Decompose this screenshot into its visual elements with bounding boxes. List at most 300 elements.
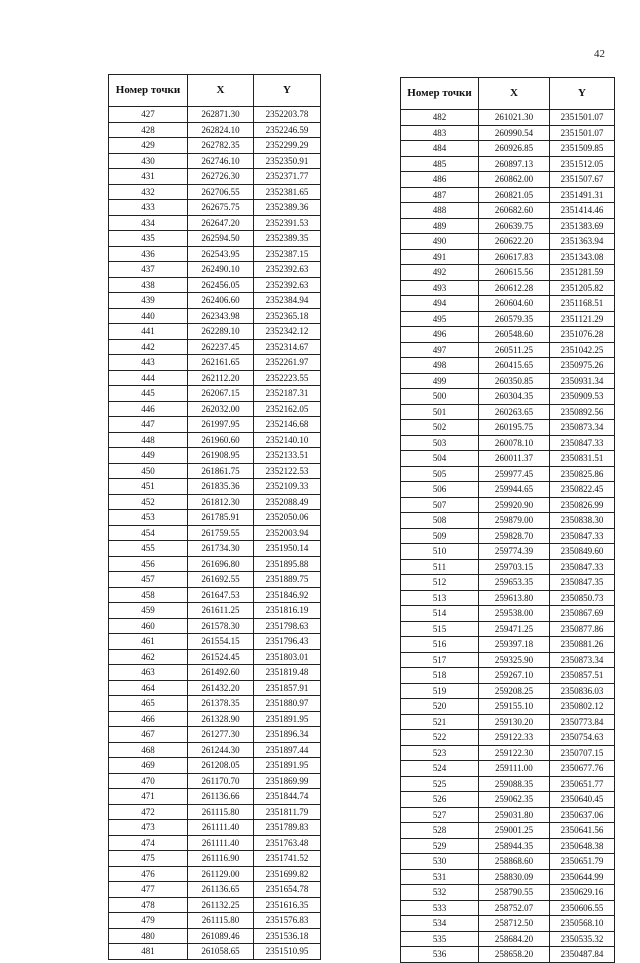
table-row (109, 153, 321, 169)
y-coordinate-cell: 2351896.34 (254, 727, 321, 743)
table-row (109, 680, 321, 696)
x-coordinate-cell: 261244.30 (188, 742, 254, 758)
x-coordinate-cell: 261132.25 (188, 897, 254, 913)
y-coordinate-cell: 2351796.43 (254, 634, 321, 650)
y-coordinate-cell: 2352122.53 (254, 463, 321, 479)
table-row (401, 218, 615, 234)
x-coordinate-cell: 259828.70 (479, 528, 550, 544)
point-number-cell: 529 (401, 838, 479, 854)
table-row (109, 866, 321, 882)
y-coordinate-cell: 2350606.55 (550, 900, 615, 916)
point-number-cell: 431 (109, 169, 188, 185)
point-number-cell: 444 (109, 370, 188, 386)
table-row (109, 417, 321, 433)
table-row (109, 432, 321, 448)
y-coordinate-cell: 2352109.33 (254, 479, 321, 495)
table-row (109, 525, 321, 541)
point-number-cell: 456 (109, 556, 188, 572)
table-row (109, 789, 321, 805)
y-coordinate-cell: 2352389.36 (254, 200, 321, 216)
y-coordinate-cell: 2351168.51 (550, 296, 615, 312)
point-number-cell: 458 (109, 587, 188, 603)
point-number-cell: 514 (401, 606, 479, 622)
y-coordinate-cell: 2350836.03 (550, 683, 615, 699)
y-coordinate-cell: 2351816.19 (254, 603, 321, 619)
table-row (401, 234, 615, 250)
point-number-cell: 532 (401, 885, 479, 901)
y-coordinate-cell: 2351576.83 (254, 913, 321, 929)
table-row (401, 869, 615, 885)
point-number-cell: 433 (109, 200, 188, 216)
point-number-cell: 485 (401, 156, 479, 172)
y-coordinate-cell: 2352391.53 (254, 215, 321, 231)
x-coordinate-cell: 258658.20 (479, 947, 550, 963)
coordinates-table-left (108, 74, 321, 960)
x-coordinate-cell: 259130.20 (479, 714, 550, 730)
table-row (401, 792, 615, 808)
x-coordinate-cell: 259613.80 (479, 590, 550, 606)
point-number-cell: 432 (109, 184, 188, 200)
table-row (401, 699, 615, 715)
table-row (401, 714, 615, 730)
x-coordinate-cell: 262067.15 (188, 386, 254, 402)
point-number-cell: 481 (109, 944, 188, 960)
x-coordinate-cell: 261578.30 (188, 618, 254, 634)
x-coordinate-cell: 260615.56 (479, 265, 550, 281)
table-row (401, 776, 615, 792)
x-coordinate-cell: 260897.13 (479, 156, 550, 172)
table-row (109, 541, 321, 557)
point-number-cell: 496 (401, 327, 479, 343)
table-row (109, 696, 321, 712)
point-number-cell: 441 (109, 324, 188, 340)
x-coordinate-cell: 262675.75 (188, 200, 254, 216)
point-number-cell: 430 (109, 153, 188, 169)
point-number-cell: 505 (401, 466, 479, 482)
x-coordinate-cell: 261328.90 (188, 711, 254, 727)
y-coordinate-cell: 2351880.97 (254, 696, 321, 712)
table-row (109, 804, 321, 820)
point-number-cell: 535 (401, 931, 479, 947)
table-body (109, 107, 321, 960)
x-coordinate-cell: 259471.25 (479, 621, 550, 637)
x-coordinate-cell: 261111.40 (188, 820, 254, 836)
point-number-cell: 500 (401, 389, 479, 405)
y-coordinate-cell: 2352371.77 (254, 169, 321, 185)
y-coordinate-cell: 2351803.01 (254, 649, 321, 665)
table-row (109, 649, 321, 665)
table-row (401, 466, 615, 482)
y-coordinate-cell: 2352350.91 (254, 153, 321, 169)
table-row (109, 835, 321, 851)
y-coordinate-cell: 2350648.38 (550, 838, 615, 854)
y-coordinate-cell: 2350802.12 (550, 699, 615, 715)
point-number-cell: 488 (401, 203, 479, 219)
point-number-cell: 501 (401, 404, 479, 420)
point-number-cell: 494 (401, 296, 479, 312)
x-coordinate-cell: 262706.55 (188, 184, 254, 200)
table-row (401, 482, 615, 498)
table-row (109, 355, 321, 371)
y-coordinate-cell: 2350773.84 (550, 714, 615, 730)
x-coordinate-cell: 258684.20 (479, 931, 550, 947)
y-coordinate-cell: 2350881.26 (550, 637, 615, 653)
column-header-point: Номер точки (401, 78, 479, 110)
point-number-cell: 491 (401, 249, 479, 265)
x-coordinate-cell: 259122.33 (479, 730, 550, 746)
table-row (109, 665, 321, 681)
point-number-cell: 527 (401, 807, 479, 823)
point-number-cell: 465 (109, 696, 188, 712)
x-coordinate-cell: 262647.20 (188, 215, 254, 231)
point-number-cell: 440 (109, 308, 188, 324)
y-coordinate-cell: 2352187.31 (254, 386, 321, 402)
y-coordinate-cell: 2351897.44 (254, 742, 321, 758)
table-row (401, 420, 615, 436)
point-number-cell: 483 (401, 125, 479, 141)
y-coordinate-cell: 2350849.60 (550, 544, 615, 560)
table-row (109, 944, 321, 960)
point-number-cell: 457 (109, 572, 188, 588)
x-coordinate-cell: 262456.05 (188, 277, 254, 293)
table-body (401, 110, 615, 963)
table-row (109, 122, 321, 138)
x-coordinate-cell: 261960.60 (188, 432, 254, 448)
x-coordinate-cell: 261554.15 (188, 634, 254, 650)
table-row (109, 711, 321, 727)
y-coordinate-cell: 2351491.31 (550, 187, 615, 203)
y-coordinate-cell: 2352162.05 (254, 401, 321, 417)
point-number-cell: 478 (109, 897, 188, 913)
table-row (109, 742, 321, 758)
x-coordinate-cell: 259155.10 (479, 699, 550, 715)
y-coordinate-cell: 2351510.95 (254, 944, 321, 960)
point-number-cell: 512 (401, 575, 479, 591)
y-coordinate-cell: 2352133.51 (254, 448, 321, 464)
point-number-cell: 487 (401, 187, 479, 203)
x-coordinate-cell: 260011.37 (479, 451, 550, 467)
table-row (401, 373, 615, 389)
point-number-cell: 509 (401, 528, 479, 544)
x-coordinate-cell: 260622.20 (479, 234, 550, 250)
y-coordinate-cell: 2350707.15 (550, 745, 615, 761)
x-coordinate-cell: 258830.09 (479, 869, 550, 885)
table-row (401, 823, 615, 839)
point-number-cell: 469 (109, 758, 188, 774)
point-number-cell: 439 (109, 293, 188, 309)
point-number-cell: 495 (401, 311, 479, 327)
y-coordinate-cell: 2352088.49 (254, 494, 321, 510)
column-header-x: X (479, 78, 550, 110)
y-coordinate-cell: 2350825.86 (550, 466, 615, 482)
x-coordinate-cell: 260195.75 (479, 420, 550, 436)
point-number-cell: 523 (401, 745, 479, 761)
table-header-row (109, 75, 321, 107)
point-number-cell: 518 (401, 668, 479, 684)
x-coordinate-cell: 261129.00 (188, 866, 254, 882)
y-coordinate-cell: 2351891.95 (254, 711, 321, 727)
y-coordinate-cell: 2351536.18 (254, 928, 321, 944)
y-coordinate-cell: 2350892.56 (550, 404, 615, 420)
y-coordinate-cell: 2351076.28 (550, 327, 615, 343)
x-coordinate-cell: 259325.90 (479, 652, 550, 668)
y-coordinate-cell: 2351414.46 (550, 203, 615, 219)
x-coordinate-cell: 261524.45 (188, 649, 254, 665)
y-coordinate-cell: 2352003.94 (254, 525, 321, 541)
point-number-cell: 472 (109, 804, 188, 820)
y-coordinate-cell: 2350857.51 (550, 668, 615, 684)
table-row (401, 296, 615, 312)
table-row (109, 184, 321, 200)
table-row (109, 913, 321, 929)
table-row (109, 851, 321, 867)
x-coordinate-cell: 260579.35 (479, 311, 550, 327)
y-coordinate-cell: 2350826.99 (550, 497, 615, 513)
y-coordinate-cell: 2351501.07 (550, 110, 615, 126)
point-number-cell: 428 (109, 122, 188, 138)
point-number-cell: 436 (109, 246, 188, 262)
x-coordinate-cell: 262112.20 (188, 370, 254, 386)
x-coordinate-cell: 261759.55 (188, 525, 254, 541)
x-coordinate-cell: 259122.30 (479, 745, 550, 761)
table-row (109, 138, 321, 154)
table-row (109, 603, 321, 619)
y-coordinate-cell: 2350847.33 (550, 559, 615, 575)
x-coordinate-cell: 259920.90 (479, 497, 550, 513)
x-coordinate-cell: 262032.00 (188, 401, 254, 417)
y-coordinate-cell: 2352203.78 (254, 107, 321, 123)
point-number-cell: 464 (109, 680, 188, 696)
table-row (109, 215, 321, 231)
y-coordinate-cell: 2350568.10 (550, 916, 615, 932)
x-coordinate-cell: 259062.35 (479, 792, 550, 808)
x-coordinate-cell: 262871.30 (188, 107, 254, 123)
x-coordinate-cell: 262594.50 (188, 231, 254, 247)
y-coordinate-cell: 2351811.79 (254, 804, 321, 820)
y-coordinate-cell: 2350535.32 (550, 931, 615, 947)
y-coordinate-cell: 2352140.10 (254, 432, 321, 448)
table-row (401, 900, 615, 916)
y-coordinate-cell: 2350975.26 (550, 358, 615, 374)
y-coordinate-cell: 2352387.15 (254, 246, 321, 262)
table-row (109, 231, 321, 247)
point-number-cell: 502 (401, 420, 479, 436)
point-number-cell: 427 (109, 107, 188, 123)
table-row (401, 358, 615, 374)
x-coordinate-cell: 262237.45 (188, 339, 254, 355)
point-number-cell: 448 (109, 432, 188, 448)
point-number-cell: 453 (109, 510, 188, 526)
point-number-cell: 459 (109, 603, 188, 619)
y-coordinate-cell: 2351798.63 (254, 618, 321, 634)
table-row (109, 820, 321, 836)
table-row (401, 141, 615, 157)
point-number-cell: 468 (109, 742, 188, 758)
y-coordinate-cell: 2350754.63 (550, 730, 615, 746)
table-row (401, 249, 615, 265)
x-coordinate-cell: 261116.90 (188, 851, 254, 867)
y-coordinate-cell: 2350651.79 (550, 854, 615, 870)
x-coordinate-cell: 260612.28 (479, 280, 550, 296)
y-coordinate-cell: 2351205.82 (550, 280, 615, 296)
x-coordinate-cell: 261696.80 (188, 556, 254, 572)
x-coordinate-cell: 261647.53 (188, 587, 254, 603)
y-coordinate-cell: 2351789.83 (254, 820, 321, 836)
point-number-cell: 511 (401, 559, 479, 575)
y-coordinate-cell: 2352381.65 (254, 184, 321, 200)
point-number-cell: 476 (109, 866, 188, 882)
x-coordinate-cell: 260821.05 (479, 187, 550, 203)
x-coordinate-cell: 258790.55 (479, 885, 550, 901)
point-number-cell: 460 (109, 618, 188, 634)
table-row (109, 773, 321, 789)
y-coordinate-cell: 2351846.92 (254, 587, 321, 603)
y-coordinate-cell: 2351844.74 (254, 789, 321, 805)
y-coordinate-cell: 2350931.34 (550, 373, 615, 389)
point-number-cell: 525 (401, 776, 479, 792)
x-coordinate-cell: 260604.60 (479, 296, 550, 312)
y-coordinate-cell: 2350651.77 (550, 776, 615, 792)
y-coordinate-cell: 2352299.29 (254, 138, 321, 154)
y-coordinate-cell: 2350822.45 (550, 482, 615, 498)
y-coordinate-cell: 2351121.29 (550, 311, 615, 327)
y-coordinate-cell: 2352246.59 (254, 122, 321, 138)
x-coordinate-cell: 258752.07 (479, 900, 550, 916)
table-row (109, 386, 321, 402)
table-row (401, 745, 615, 761)
x-coordinate-cell: 258712.50 (479, 916, 550, 932)
y-coordinate-cell: 2351895.88 (254, 556, 321, 572)
table-row (109, 463, 321, 479)
point-number-cell: 503 (401, 435, 479, 451)
point-number-cell: 475 (109, 851, 188, 867)
x-coordinate-cell: 261111.40 (188, 835, 254, 851)
point-number-cell: 482 (401, 110, 479, 126)
y-coordinate-cell: 2350637.06 (550, 807, 615, 823)
x-coordinate-cell: 260078.10 (479, 435, 550, 451)
x-coordinate-cell: 259653.35 (479, 575, 550, 591)
x-coordinate-cell: 261492.60 (188, 665, 254, 681)
table-row (401, 885, 615, 901)
table-row (109, 634, 321, 650)
table-row (401, 544, 615, 560)
table-row (401, 668, 615, 684)
y-coordinate-cell: 2351699.82 (254, 866, 321, 882)
point-number-cell: 536 (401, 947, 479, 963)
point-number-cell: 438 (109, 277, 188, 293)
y-coordinate-cell: 2350873.34 (550, 420, 615, 436)
x-coordinate-cell: 260926.85 (479, 141, 550, 157)
table-row (401, 575, 615, 591)
table-row (401, 327, 615, 343)
point-number-cell: 462 (109, 649, 188, 665)
y-coordinate-cell: 2351343.08 (550, 249, 615, 265)
point-number-cell: 479 (109, 913, 188, 929)
x-coordinate-cell: 261812.30 (188, 494, 254, 510)
y-coordinate-cell: 2350847.33 (550, 435, 615, 451)
y-coordinate-cell: 2351889.75 (254, 572, 321, 588)
point-number-cell: 442 (109, 339, 188, 355)
x-coordinate-cell: 262746.10 (188, 153, 254, 169)
x-coordinate-cell: 261997.95 (188, 417, 254, 433)
column-header-x: X (188, 75, 254, 107)
table-row (109, 169, 321, 185)
point-number-cell: 519 (401, 683, 479, 699)
table-row (109, 928, 321, 944)
x-coordinate-cell: 260350.85 (479, 373, 550, 389)
x-coordinate-cell: 260304.35 (479, 389, 550, 405)
x-coordinate-cell: 261611.25 (188, 603, 254, 619)
table-row (401, 203, 615, 219)
table-row (109, 246, 321, 262)
table-row (401, 513, 615, 529)
y-coordinate-cell: 2352389.35 (254, 231, 321, 247)
point-number-cell: 471 (109, 789, 188, 805)
table-row (109, 324, 321, 340)
point-number-cell: 480 (109, 928, 188, 944)
y-coordinate-cell: 2351363.94 (550, 234, 615, 250)
x-coordinate-cell: 262343.98 (188, 308, 254, 324)
point-number-cell: 461 (109, 634, 188, 650)
table-row (401, 947, 615, 963)
table-row (109, 882, 321, 898)
column-header-point: Номер точки (109, 75, 188, 107)
x-coordinate-cell: 261170.70 (188, 773, 254, 789)
point-number-cell: 497 (401, 342, 479, 358)
x-coordinate-cell: 260639.75 (479, 218, 550, 234)
x-coordinate-cell: 261058.65 (188, 944, 254, 960)
table-row (109, 308, 321, 324)
table-row (401, 389, 615, 405)
table-row (401, 528, 615, 544)
y-coordinate-cell: 2352146.68 (254, 417, 321, 433)
y-coordinate-cell: 2350629.16 (550, 885, 615, 901)
y-coordinate-cell: 2352314.67 (254, 339, 321, 355)
table-row (109, 293, 321, 309)
table-row (401, 854, 615, 870)
x-coordinate-cell: 259774.39 (479, 544, 550, 560)
y-coordinate-cell: 2352223.55 (254, 370, 321, 386)
point-number-cell: 486 (401, 172, 479, 188)
x-coordinate-cell: 260511.25 (479, 342, 550, 358)
y-coordinate-cell: 2351891.95 (254, 758, 321, 774)
table-row (109, 448, 321, 464)
x-coordinate-cell: 261021.30 (479, 110, 550, 126)
y-coordinate-cell: 2350873.34 (550, 652, 615, 668)
x-coordinate-cell: 262824.10 (188, 122, 254, 138)
x-coordinate-cell: 262543.95 (188, 246, 254, 262)
point-number-cell: 524 (401, 761, 479, 777)
x-coordinate-cell: 259879.00 (479, 513, 550, 529)
point-number-cell: 534 (401, 916, 479, 932)
x-coordinate-cell: 261692.55 (188, 572, 254, 588)
table-row (109, 277, 321, 293)
x-coordinate-cell: 262726.30 (188, 169, 254, 185)
y-coordinate-cell: 2352392.63 (254, 262, 321, 278)
point-number-cell: 443 (109, 355, 188, 371)
x-coordinate-cell: 261115.80 (188, 804, 254, 820)
x-coordinate-cell: 261115.80 (188, 913, 254, 929)
table-row (401, 637, 615, 653)
y-coordinate-cell: 2350847.35 (550, 575, 615, 591)
table-row (401, 172, 615, 188)
table-row (401, 621, 615, 637)
x-coordinate-cell: 260682.60 (479, 203, 550, 219)
point-number-cell: 434 (109, 215, 188, 231)
point-number-cell: 446 (109, 401, 188, 417)
coordinates-table-right (400, 77, 615, 963)
point-number-cell: 531 (401, 869, 479, 885)
